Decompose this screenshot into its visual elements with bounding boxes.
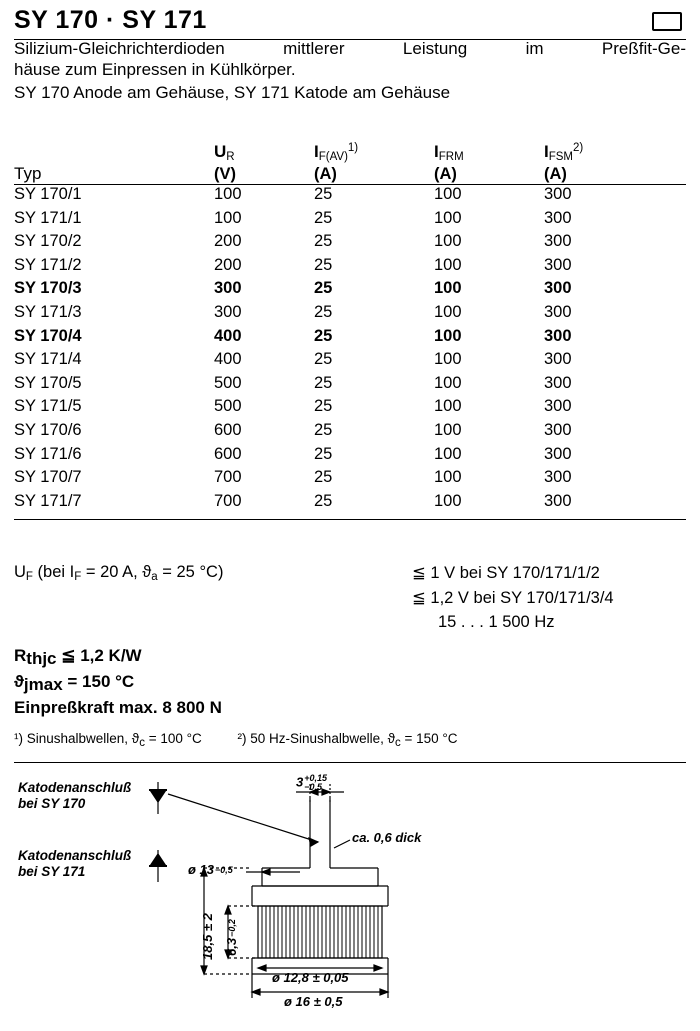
table-row bbox=[14, 185, 686, 209]
row-ifav: 25 bbox=[314, 444, 333, 463]
row-ur: 600 bbox=[214, 444, 242, 463]
row-ifsm: 300 bbox=[544, 279, 572, 298]
row-ifrm: 100 bbox=[434, 302, 462, 321]
row-ifav: 25 bbox=[314, 255, 333, 274]
dim-thickness: ca. 0,6 dick bbox=[352, 830, 422, 845]
description-line-1: Silizium-Gleichrichterdioden mittlerer Leistung im Preßfit-Ge- bbox=[14, 39, 686, 58]
col1-unit: (V) bbox=[214, 165, 236, 183]
uf-cond-mid: = 20 A, ϑ bbox=[81, 563, 152, 581]
dim-knurl-tol: −0,2 bbox=[227, 919, 238, 937]
row-ifrm: 100 bbox=[434, 326, 462, 345]
uf-subscript: F bbox=[25, 571, 33, 583]
row-ifav: 25 bbox=[314, 208, 333, 227]
katode-note-sy171-line1: Katodenanschluß bbox=[18, 848, 132, 863]
col3-unit: (A) bbox=[434, 165, 457, 183]
table-row bbox=[14, 350, 686, 374]
row-ifav: 25 bbox=[314, 302, 333, 321]
footnote-2-text: ²) 50 Hz-Sinushalbwelle, ϑ bbox=[237, 731, 395, 746]
row-ur: 300 bbox=[214, 279, 242, 298]
row-ur: 400 bbox=[214, 326, 242, 345]
col3-symbol: I bbox=[434, 142, 439, 161]
row-typ: SY 171/7 bbox=[14, 491, 82, 510]
package-outline-icon bbox=[652, 12, 682, 31]
row-ifav: 25 bbox=[314, 326, 333, 345]
row-typ: SY 170/1 bbox=[14, 185, 82, 203]
row-ifrm: 100 bbox=[434, 397, 462, 416]
dim-total-height: 18,5 ± 2 bbox=[200, 913, 215, 960]
row-ur: 200 bbox=[214, 232, 242, 251]
row-ifrm: 100 bbox=[434, 444, 462, 463]
table-row bbox=[14, 445, 686, 469]
row-ur: 400 bbox=[214, 350, 242, 369]
row-ifrm: 100 bbox=[434, 420, 462, 439]
col1-subscript: R bbox=[226, 151, 235, 163]
mechanical-drawing bbox=[0, 768, 700, 1026]
col2-symbol: I bbox=[314, 142, 319, 161]
row-ifsm: 300 bbox=[544, 232, 572, 251]
row-ifav: 25 bbox=[314, 232, 333, 251]
thermal-specs bbox=[14, 643, 686, 721]
col2-superscript: 1) bbox=[347, 142, 359, 154]
uf-cond-sub: F bbox=[74, 571, 82, 583]
row-ifrm: 100 bbox=[434, 185, 462, 203]
tjmax-subscript: jmax bbox=[23, 675, 63, 694]
row-ifsm: 300 bbox=[544, 350, 572, 369]
col4-unit: (A) bbox=[544, 165, 567, 183]
row-ifsm: 300 bbox=[544, 302, 572, 321]
row-ifav: 25 bbox=[314, 420, 333, 439]
row-ifav: 25 bbox=[314, 397, 333, 416]
table-row bbox=[14, 492, 686, 516]
row-typ: SY 170/6 bbox=[14, 420, 82, 439]
dim-phi13-tol: −0,5 bbox=[215, 865, 233, 876]
uf-condition bbox=[14, 563, 223, 582]
dim-pin-minus: −0,5 bbox=[304, 782, 323, 792]
footnotes bbox=[14, 731, 686, 749]
uf-cond-end: = 25 °C) bbox=[157, 563, 224, 581]
rth-row bbox=[14, 643, 686, 669]
row-ur: 700 bbox=[214, 491, 242, 510]
row-typ: SY 171/3 bbox=[14, 302, 82, 321]
row-typ: SY 171/1 bbox=[14, 208, 82, 227]
table-row bbox=[14, 256, 686, 280]
row-ifav: 25 bbox=[314, 491, 333, 510]
row-ur: 200 bbox=[214, 255, 242, 274]
row-ifav: 25 bbox=[314, 279, 333, 298]
row-ifrm: 100 bbox=[434, 208, 462, 227]
uf-spec-row-3 bbox=[14, 613, 686, 638]
press-force-row bbox=[14, 695, 686, 721]
ratings-table-wrapper bbox=[14, 140, 686, 520]
col2-unit: (A) bbox=[314, 165, 337, 183]
row-ifrm: 100 bbox=[434, 232, 462, 251]
tjmax-symbol: ϑ bbox=[14, 672, 24, 691]
dim-pin-value: 3 bbox=[296, 774, 304, 790]
col4-superscript: 2) bbox=[573, 142, 584, 154]
row-typ: SY 171/5 bbox=[14, 397, 82, 416]
footnote-1-text: ¹) Sinushalbwellen, ϑ bbox=[14, 731, 140, 746]
table-row bbox=[14, 209, 686, 233]
row-ifsm: 300 bbox=[544, 185, 572, 203]
row-ifsm: 300 bbox=[544, 468, 572, 487]
row-ifsm: 300 bbox=[544, 444, 572, 463]
specs-bottom-divider bbox=[14, 762, 686, 763]
row-typ: SY 171/4 bbox=[14, 350, 82, 369]
row-ifrm: 100 bbox=[434, 468, 462, 487]
row-ur: 600 bbox=[214, 420, 242, 439]
footnote-2 bbox=[237, 731, 458, 749]
uf-cond-open: (bei I bbox=[37, 563, 75, 581]
rth-subscript: thjc bbox=[26, 649, 57, 668]
col4-symbol: I bbox=[544, 142, 549, 161]
page-header bbox=[14, 6, 686, 40]
row-typ: SY 170/4 bbox=[14, 326, 82, 345]
row-ifsm: 300 bbox=[544, 326, 572, 345]
uf-value-3: 15 . . . 1 500 Hz bbox=[438, 613, 555, 631]
ratings-table bbox=[14, 140, 686, 515]
footnote-2-rest: = 150 °C bbox=[400, 731, 458, 746]
footnote-1-rest: = 100 °C bbox=[144, 731, 202, 746]
row-typ: SY 170/3 bbox=[14, 279, 82, 298]
row-ifrm: 100 bbox=[434, 279, 462, 298]
table-bottom-divider bbox=[14, 519, 686, 520]
dim-knurl-value: 6,3 bbox=[224, 937, 239, 956]
electrical-specs bbox=[14, 563, 686, 638]
footnote-1 bbox=[14, 731, 202, 749]
tjmax-value: = 150 °C bbox=[62, 672, 135, 691]
col1-symbol: U bbox=[214, 142, 227, 161]
row-ifsm: 300 bbox=[544, 373, 572, 392]
row-ifav: 25 bbox=[314, 185, 333, 203]
row-ur: 100 bbox=[214, 185, 242, 203]
press-force-value: Einpreßkraft max. 8 800 N bbox=[14, 698, 222, 717]
uf-spec-row-2 bbox=[14, 588, 686, 613]
row-ifrm: 100 bbox=[434, 350, 462, 369]
row-ifav: 25 bbox=[314, 468, 333, 487]
row-ifrm: 100 bbox=[434, 491, 462, 510]
table-header-units bbox=[14, 162, 686, 185]
table-row bbox=[14, 303, 686, 327]
table-row bbox=[14, 374, 686, 398]
katode-note-sy171-line2: bei SY 171 bbox=[18, 864, 86, 879]
row-ifsm: 300 bbox=[544, 491, 572, 510]
row-ur: 100 bbox=[214, 208, 242, 227]
uf-spec-row bbox=[14, 563, 686, 588]
katode-note-sy170-line2: bei SY 170 bbox=[18, 796, 86, 811]
uf-value-1: ≦ 1 V bei SY 170/171/1/2 bbox=[412, 564, 600, 582]
description-block bbox=[14, 38, 686, 103]
rth-value: ≦ 1,2 K/W bbox=[56, 646, 142, 665]
katode-note-sy171 bbox=[18, 848, 131, 880]
description-line-3: SY 170 Anode am Gehäuse, SY 171 Katode am Gehäuse bbox=[14, 83, 451, 102]
table-row bbox=[14, 421, 686, 445]
footnote-1-sub: c bbox=[139, 737, 145, 749]
uf-cond-sub2: a bbox=[151, 571, 158, 583]
dim-phi128: ø 12,8 ± 0,05 bbox=[272, 970, 349, 985]
col2-subscript: F(AV) bbox=[318, 151, 348, 163]
rth-symbol: R bbox=[14, 646, 27, 665]
dim-pin-plus: +0,15 bbox=[304, 773, 328, 783]
dim-phi13 bbox=[188, 862, 233, 877]
tjmax-row bbox=[14, 669, 686, 695]
katode-note-sy170-line1: Katodenanschluß bbox=[18, 780, 132, 795]
row-ifsm: 300 bbox=[544, 420, 572, 439]
row-ifsm: 300 bbox=[544, 397, 572, 416]
table-row bbox=[14, 468, 686, 492]
katode-note-sy170 bbox=[18, 780, 131, 812]
row-ur: 700 bbox=[214, 468, 242, 487]
row-typ: SY 170/2 bbox=[14, 232, 82, 251]
row-ifsm: 300 bbox=[544, 255, 572, 274]
table-body bbox=[14, 185, 686, 516]
dim-pin-diameter bbox=[296, 774, 327, 792]
row-ur: 500 bbox=[214, 397, 242, 416]
row-ifrm: 100 bbox=[434, 373, 462, 392]
row-typ: SY 170/7 bbox=[14, 468, 82, 487]
table-row bbox=[14, 232, 686, 256]
row-typ: SY 171/6 bbox=[14, 444, 82, 463]
dim-knurl-height bbox=[224, 919, 239, 956]
row-ifav: 25 bbox=[314, 373, 333, 392]
row-ur: 300 bbox=[214, 302, 242, 321]
row-ifrm: 100 bbox=[434, 255, 462, 274]
row-ifav: 25 bbox=[314, 350, 333, 369]
footnote-2-sub: c bbox=[394, 737, 401, 749]
table-header-symbols bbox=[14, 140, 686, 162]
dim-phi13-value: ø 13 bbox=[188, 862, 215, 877]
col4-subscript: FSM bbox=[548, 151, 574, 163]
typ-header-label: Typ bbox=[14, 164, 42, 183]
table-row bbox=[14, 279, 686, 303]
row-ur: 500 bbox=[214, 373, 242, 392]
row-ifsm: 300 bbox=[544, 208, 572, 227]
uf-symbol: U bbox=[14, 563, 26, 581]
row-typ: SY 171/2 bbox=[14, 255, 82, 274]
dim-phi16: ø 16 ± 0,5 bbox=[284, 994, 343, 1009]
col3-subscript: FRM bbox=[438, 151, 464, 163]
uf-value-2: ≦ 1,2 V bei SY 170/171/3/4 bbox=[412, 589, 614, 607]
description-line-2: häuse zum Einpressen in Kühlkörper. bbox=[14, 60, 296, 79]
page-title: SY 170 · SY 171 bbox=[14, 6, 207, 34]
row-typ: SY 170/5 bbox=[14, 373, 82, 392]
table-row bbox=[14, 397, 686, 421]
table-row bbox=[14, 327, 686, 351]
